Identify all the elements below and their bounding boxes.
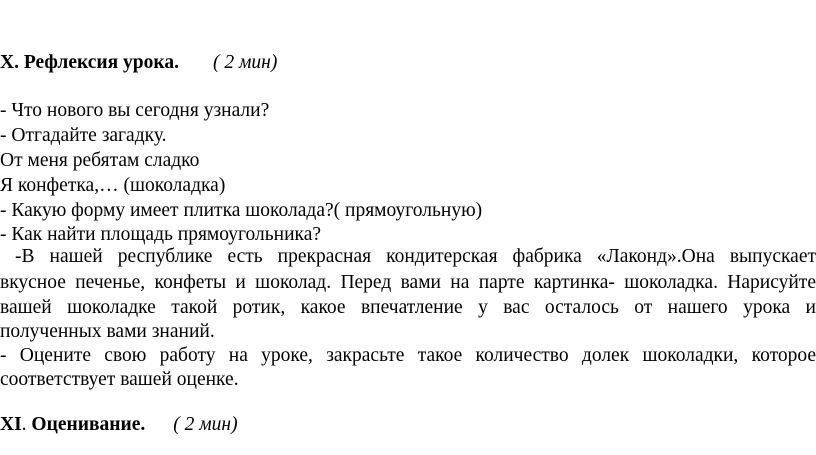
section-number: XI [0, 414, 22, 435]
text-line: соответствует вашей оценке. [0, 369, 239, 390]
text-line: Я конфетка,… (шоколадка) [0, 175, 226, 196]
section-number: X. [0, 52, 19, 73]
text-line: - Что нового вы сегодня узнали? [0, 100, 270, 121]
section-title: Рефлексия урока. [23, 52, 179, 73]
text-line: - Как найти площадь прямоугольника? [0, 224, 321, 245]
text-line: вашей шоколадке такой ротик, какое впечатление у вас осталось от нашего урока и [0, 297, 816, 318]
text-line: вкусное печенье, конфеты и шоколад. Перед вами на парте картинка- шоколадка. Нарисуйте [0, 272, 816, 293]
section-time: ( 2 мин) [212, 52, 278, 73]
text-line: - Отгадайте загадку. [0, 125, 167, 146]
text-line: - Оцените свою работу на уроке, закрасьте такое количество долек шоколадки, которое [0, 345, 816, 366]
section-heading-assessment [0, 412, 816, 438]
text-line: - Какую форму имеет плитка шоколада?( прямоугольную) [0, 200, 483, 221]
section-heading-reflection [0, 50, 816, 76]
text-line: -В нашей республике есть прекрасная кондитерская фабрика «Лаконд».Она выпускает [0, 246, 816, 267]
section-number-dot: . [21, 414, 27, 435]
section-time: ( 2 мин) [173, 414, 238, 435]
text-line: полученных вами знаний. [0, 321, 215, 342]
section-title: Оценивание. [31, 414, 146, 435]
text-line: От меня ребятам сладко [0, 150, 200, 171]
